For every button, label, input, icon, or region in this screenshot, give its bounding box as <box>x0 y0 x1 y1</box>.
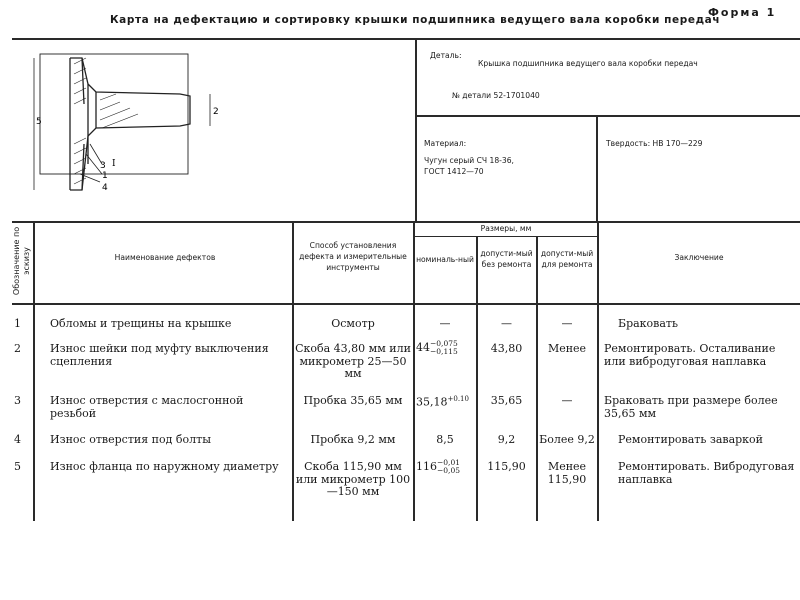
row-2-nominal-base: 44 <box>416 341 430 354</box>
row-1-for-repair: — <box>561 317 573 330</box>
row-2-defect: Износ шейки под муфту выключения сцепления <box>50 342 269 368</box>
row-4-for-repair: Более 9,2 <box>539 433 595 446</box>
divider-material <box>596 115 598 221</box>
header-allow-no-repair: допусти-мый без ремонта <box>480 249 533 269</box>
row-5-nominal <box>416 459 476 475</box>
callout-3: 3 <box>100 161 106 171</box>
row-1-nominal: — <box>439 317 451 330</box>
header-ref: Обозначение по эскизу <box>12 226 31 296</box>
row-3-method: Пробка 35,65 мм <box>303 394 403 407</box>
row-1-num: 1 <box>14 317 21 330</box>
row-5-nominal-base: 116 <box>416 460 437 473</box>
row-5-tol-lower: −0,05 <box>437 466 460 475</box>
divider-part <box>415 115 800 117</box>
row-2-num: 2 <box>14 342 21 355</box>
row-3-defect: Износ отверстия с маслосгонной резьбой <box>50 394 244 420</box>
row-3-tol-upper: +0.10 <box>447 395 469 403</box>
row-5-no-repair: 115,90 <box>487 460 526 473</box>
row-3-no-repair: 35,65 <box>490 394 523 407</box>
row-1-conclusion: Браковать <box>618 317 679 330</box>
form-label: Форма 1 <box>708 6 777 19</box>
header-allow-repair: допусти-мый для ремонта <box>540 249 594 269</box>
row-4-num: 4 <box>14 433 21 446</box>
row-2-conclusion: Ремонтировать. Осталивание или вибродуговая наплавка <box>604 342 776 368</box>
col-line-4 <box>476 236 478 521</box>
hardness: Твердость: НВ 170—229 <box>606 139 703 148</box>
col-line-5 <box>536 236 538 521</box>
part-label: Деталь: <box>430 51 462 60</box>
divider-table <box>12 221 800 223</box>
row-2-no-repair: 43,80 <box>490 342 523 355</box>
material-label: Материал: <box>424 139 467 148</box>
row-2-tol-lower: −0,115 <box>430 347 458 356</box>
header-method: Способ установления дефекта и измерительные инструменты <box>299 241 407 272</box>
row-5-tol-upper: −0,01 <box>437 458 460 467</box>
col-line-1 <box>33 221 35 521</box>
row-3-for-repair: — <box>561 394 573 407</box>
row-3-nominal-base: 35,18 <box>416 395 448 409</box>
row-5-defect: Износ фланца по наружному диаметру <box>50 460 279 473</box>
part-sketch <box>30 44 230 204</box>
page-title: Карта на дефектацию и сортировку крышки подшипника ведущего вала коробки передач <box>110 14 721 26</box>
callout-1: 1 <box>102 171 108 181</box>
row-1-defect: Обломы и трещины на крышке <box>50 317 232 330</box>
row-5-num: 5 <box>14 460 21 473</box>
row-3-num: 3 <box>14 394 21 407</box>
divider-drawing <box>415 38 417 221</box>
part-number: № детали 52-1701040 <box>452 91 540 100</box>
col-line-6 <box>597 221 599 521</box>
row-2-method: Скоба 43,80 мм или микрометр 25—50 мм <box>295 342 411 380</box>
row-5-for-repair: Менее 115,90 <box>547 460 587 486</box>
row-5-conclusion: Ремонтировать. Вибродуговая наплавка <box>618 460 795 486</box>
row-1-method: Осмотр <box>331 317 375 330</box>
divider-header <box>12 303 800 305</box>
row-4-no-repair: 9,2 <box>497 433 516 446</box>
row-4-nominal: 8,5 <box>436 433 454 446</box>
row-4-method: Пробка 9,2 мм <box>310 433 396 446</box>
row-2-for-repair: Менее <box>547 342 587 355</box>
divider-sizes <box>415 236 598 237</box>
row-4-defect: Износ отверстия под болты <box>50 433 211 446</box>
row-3-nominal <box>416 393 476 409</box>
row-3-conclusion: Браковать при размере более 35,65 мм <box>604 394 778 420</box>
section-mark: I <box>112 159 116 169</box>
row-1-no-repair: — <box>501 317 512 330</box>
header-defect: Наименование дефектов <box>114 253 216 262</box>
callout-2: 2 <box>213 107 219 117</box>
callout-5: 5 <box>36 117 42 127</box>
header-conclusion: Заключение <box>674 253 724 262</box>
callout-4: 4 <box>102 183 108 193</box>
col-line-3 <box>413 221 415 521</box>
material-line-1: Чугун серый СЧ 18-36, <box>424 156 514 165</box>
row-2-tol-upper: −0,075 <box>430 339 458 348</box>
row-5-method: Скоба 115,90 мм или микрометр 100—150 мм <box>295 460 411 498</box>
material-line-2: ГОСТ 1412—70 <box>424 167 484 176</box>
part-name: Крышка подшипника ведущего вала коробки передач <box>478 59 698 68</box>
top-border <box>12 38 800 40</box>
row-2-nominal <box>416 340 476 356</box>
row-4-conclusion: Ремонтировать заваркой <box>618 433 764 446</box>
header-sizes: Размеры, мм <box>480 224 532 233</box>
header-nominal: номиналь-ный <box>416 255 474 264</box>
